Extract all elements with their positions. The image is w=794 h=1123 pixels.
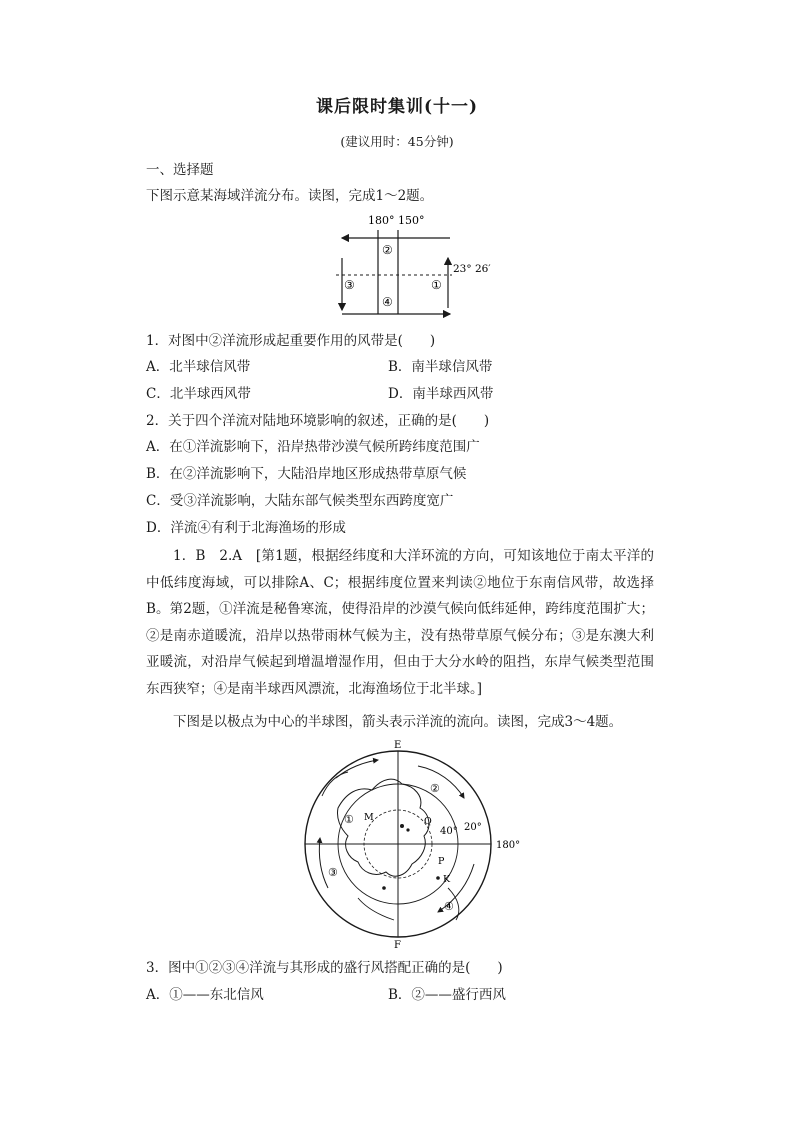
q1-option-c: C．北半球西风带 <box>146 386 251 402</box>
continent-outline <box>337 779 428 876</box>
figure-ocean-currents <box>330 210 500 325</box>
q3-option-a: A．①——东北信风 <box>146 987 264 1003</box>
q2-option-c: C．受③洋流影响，大陆东部气候类型东西跨度宽广 <box>146 493 454 509</box>
fig1-label-1: ① <box>431 278 442 292</box>
fig1-lat-label: 23° 26′ <box>453 263 491 275</box>
q2-option-d: D．洋流④有利于北海渔场的形成 <box>146 520 346 536</box>
fig2-label-180deg: 180° <box>496 840 521 851</box>
intro-q3-4: 下图是以极点为中心的半球图，箭头表示洋流的流向。读图，完成3～4题。 <box>173 714 623 730</box>
figure-hemisphere-map <box>298 738 528 950</box>
fig1-label-3: ③ <box>344 278 355 292</box>
q2-stem: 2．关于四个洋流对陆地环境影响的叙述，正确的是( ) <box>146 413 490 429</box>
fig2-label-f: F <box>394 940 401 950</box>
fig2-label-20deg: 20° <box>464 822 482 833</box>
page-title: 课后限时集训(十一) <box>315 97 479 117</box>
fig2-label-k: K <box>443 874 451 885</box>
q2-option-b: B．在②洋流影响下，大陆沿岸地区形成热带草原气候 <box>146 466 467 482</box>
fig2-label-4: ④ <box>444 900 454 913</box>
fig2-label-m: M <box>364 812 374 823</box>
section-heading: 一、选择题 <box>146 162 214 178</box>
fig2-label-e: E <box>394 740 402 751</box>
q1-option-b: B．南半球信风带 <box>388 359 493 375</box>
fig1-lon-label: 180° 150° <box>368 214 425 227</box>
q3-stem: 3．图中①②③④洋流与其形成的盛行风搭配正确的是( ) <box>146 960 503 976</box>
q1-option-d: D．南半球西风带 <box>388 386 494 402</box>
fig2-label-q: Q <box>424 816 432 827</box>
q1-option-a: A．北半球信风带 <box>146 359 251 375</box>
fig2-label-1: ① <box>344 813 354 826</box>
fig2-label-40deg: 40° <box>440 826 458 837</box>
page-subtitle: (建议用时：45分钟) <box>340 134 454 149</box>
q2-option-a: A．在①洋流影响下，沿岸热带沙漠气候所跨纬度范围广 <box>146 439 480 455</box>
fig1-label-4: ④ <box>382 295 393 309</box>
q3-option-b: B．②——盛行西风 <box>388 987 506 1003</box>
fig2-label-3: ③ <box>328 866 338 879</box>
current-arrow-3 <box>319 838 328 888</box>
q1-stem: 1．对图中②洋流形成起重要作用的风带是( ) <box>146 333 436 349</box>
answer-explanation: 1．B 2.A [第1题，根据经纬度和大洋环流的方向，可知该地位于南太平洋的中低纬度海域，可以排除A、C；根据纬度位置来判读②地位于东南信风带，故选择B。第2题，①洋流是秘鲁寒流，使得沿岸的沙漠气候向低纬延伸，跨纬度范围扩大；②是南赤道暖流，沿岸以热带雨林气候为主，没有热带草原气候分布；③是东澳大利亚暖流，对沿岸气候起到增温增湿作用，但由于大分水岭的阻挡，东岸气候类型范围东西狭窄；④是南半球西风漂流，北海渔场位于北半球。] <box>146 548 654 697</box>
fig2-label-2: ② <box>430 782 440 795</box>
intro-q1-2: 下图示意某海域洋流分布。读图，完成1～2题。 <box>146 188 434 204</box>
current-arrow-2 <box>418 766 464 798</box>
fig2-label-p: P <box>438 856 445 867</box>
fig1-label-2: ② <box>382 243 393 257</box>
